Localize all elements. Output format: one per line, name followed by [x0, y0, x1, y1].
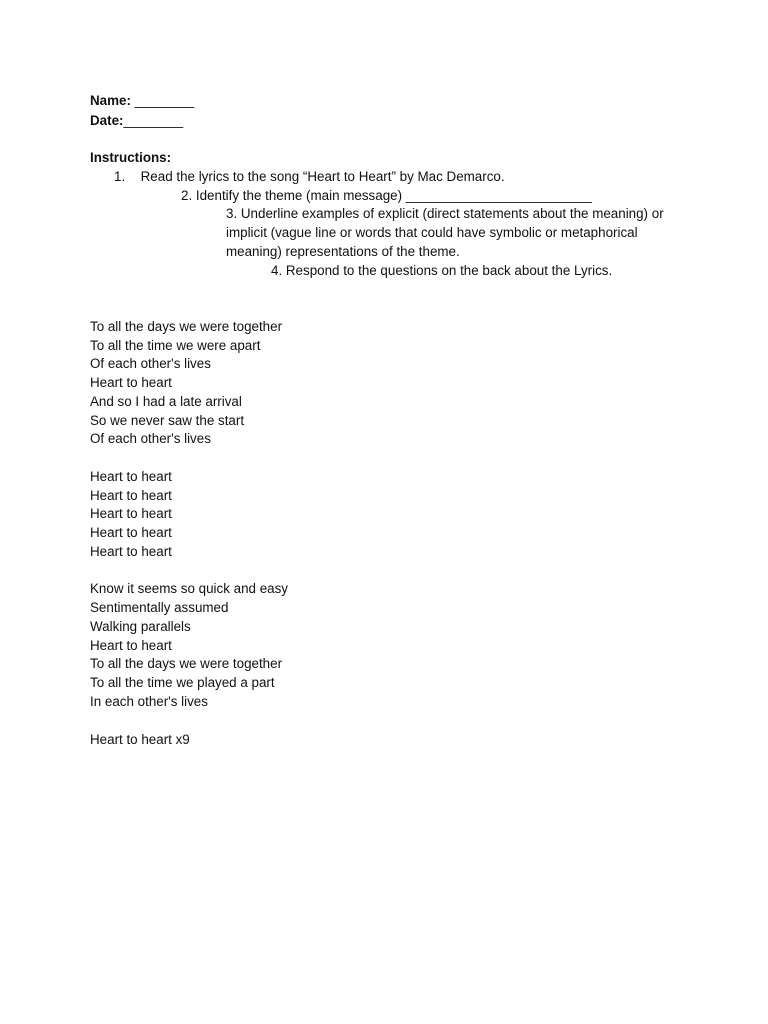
instruction-item-3-line-1: 3. Underline examples of explicit (direct statements about the meaning) or: [226, 206, 664, 221]
name-blank: ________: [134, 93, 195, 108]
lyric-line: Heart to heart: [90, 469, 172, 484]
instruction-item-2: 2. Identify the theme (main message) _________________________: [181, 188, 592, 203]
lyric-line: And so I had a late arrival: [90, 394, 242, 409]
name-label: Name:: [90, 93, 131, 108]
lyric-line: Know it seems so quick and easy: [90, 581, 288, 596]
instruction-item-1-text: Read the lyrics to the song “Heart to Heart” by Mac Demarco.: [140, 169, 505, 184]
lyric-line: To all the days we were together: [90, 319, 283, 334]
lyric-line: Sentimentally assumed: [90, 600, 229, 615]
instruction-item-3-line-2: implicit (vague line or words that could have symbolic or metaphorical: [226, 225, 638, 240]
lyric-line: Heart to heart: [90, 375, 172, 390]
date-blank: ________: [123, 113, 184, 128]
lyric-line: Heart to heart: [90, 638, 172, 653]
lyric-line: To all the time we played a part: [90, 675, 275, 690]
instruction-item-4: 4. Respond to the questions on the back about the Lyrics.: [271, 263, 613, 278]
date-line: [90, 112, 183, 130]
lyric-line: Heart to heart: [90, 525, 172, 540]
instruction-item-3-line-3: meaning) representations of the theme.: [226, 244, 460, 259]
lyric-line: Heart to heart: [90, 506, 172, 521]
instruction-item-1-number: 1.: [114, 169, 126, 184]
lyric-line: Of each other's lives: [90, 431, 211, 446]
lyric-line: To all the time we were apart: [90, 338, 261, 353]
name-line: [90, 92, 194, 110]
lyric-line: Heart to heart: [90, 488, 172, 503]
date-label: Date:: [90, 113, 124, 128]
instructions-heading: Instructions:: [90, 150, 172, 165]
lyric-line: In each other's lives: [90, 694, 208, 709]
lyric-line: Walking parallels: [90, 619, 191, 634]
lyric-line: So we never saw the start: [90, 413, 245, 428]
lyric-line: To all the days we were together: [90, 656, 283, 671]
lyric-line: Of each other's lives: [90, 356, 211, 371]
lyric-outro: Heart to heart x9: [90, 732, 190, 747]
instruction-item-1: [114, 168, 505, 186]
lyric-line: Heart to heart: [90, 544, 172, 559]
